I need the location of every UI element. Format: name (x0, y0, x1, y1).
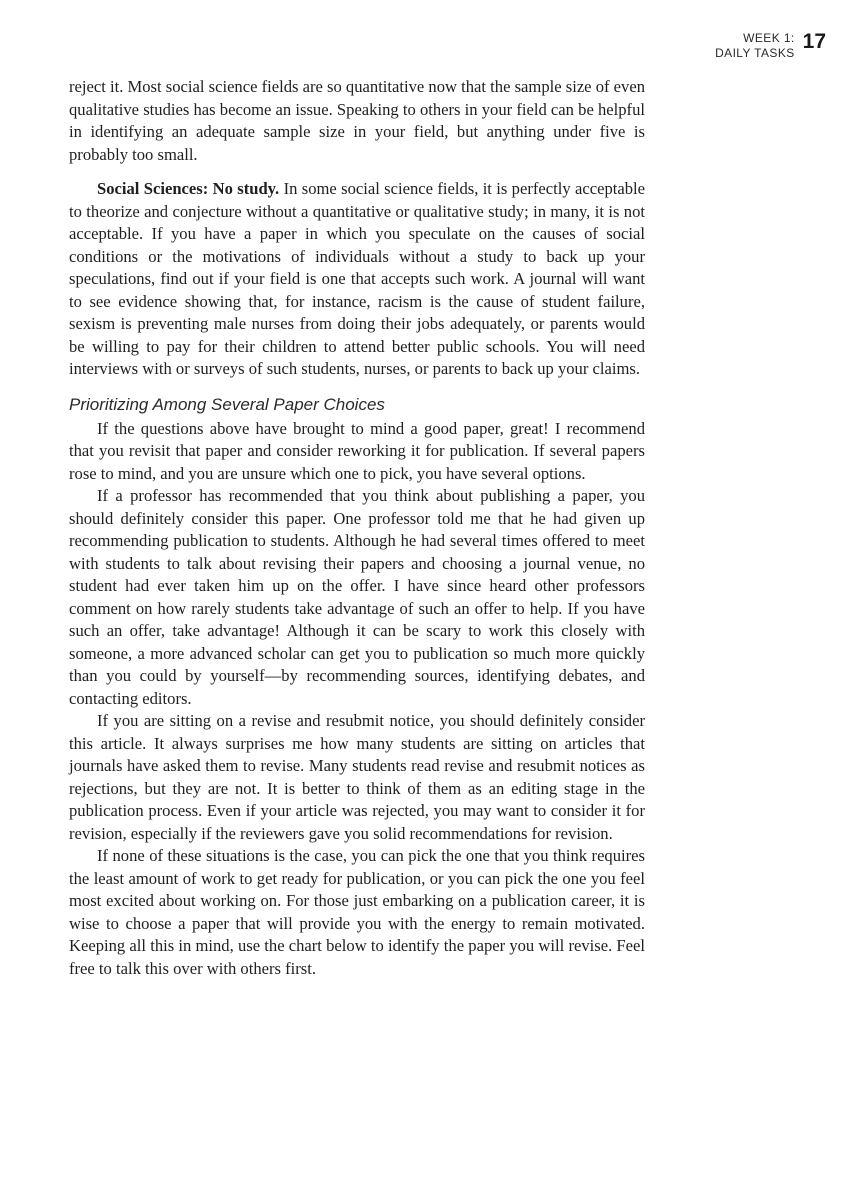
running-head-section: DAILY TASKS (715, 46, 795, 60)
page-number: 17 (802, 30, 826, 53)
running-head-week: WEEK 1: (743, 31, 795, 45)
text-column (69, 76, 645, 980)
run-in-heading: Social Sciences: No study. (97, 179, 280, 198)
paragraph-professor-recommended: If a professor has recommended that you think about publishing a paper, you should definitely consider this paper. One professor told me that he had given up recommending publication to students. Although he had several times offered to meet with students to talk about revising their papers and choosing a journal venue, no student had ever taken him up on the offer. I have since heard other professors comment on how rarely students take advantage of such an offer to help. If you have such an offer, take advantage! Although it can be scary to work this closely with someone, a more advanced scholar can get you to publication so much more quickly than you could by yourself—by recommending sources, identifying debates, and contacting editors. (69, 486, 645, 708)
paragraph-text: In some social science fields, it is perfectly acceptable to theorize and conjecture without a quantitative or qualitative study; in many, it is not acceptable. If you have a paper in which you speculate on the causes of social conditions or the motivations of individuals without a study to back up your speculations, find out if your field is one that accepts such work. A journal will want to see evidence showing that, for instance, racism is the cause of student failure, sexism is preventing male nurses from doing their jobs adequately, or parents would be willing to pay for their children to attend better public schools. You will need interviews with or surveys of such students, nurses, or parents to back up your claims. (69, 179, 645, 378)
running-head-text (715, 31, 795, 61)
paragraph-none-of-these: If none of these situations is the case, you can pick the one that you think requires the least amount of work to get ready for publication, or you can pick the one you feel most excited about working on. For those just embarking on a publication career, it is wise to choose a paper that will provide you with the energy to remain motivated. Keeping all this in mind, use the chart below to identify the paper you will revise. Feel free to talk this over with others first. (69, 846, 645, 978)
paragraph-revise-resubmit: If you are sitting on a revise and resubmit notice, you should definitely consider this article. It always surprises me how many students are sitting on articles that journals have asked them to revise. Many students read revise and resubmit notices as rejections, but they are not. It is better to think of them as an editing stage in the publication process. Even if your article was rejected, you may want to consider it for revision, especially if the reviewers gave you solid recommendations for revision. (69, 711, 645, 843)
paragraph-continued: reject it. Most social science fields are so quantitative now that the sample size of even qualitative studies has become an issue. Speaking to others in your field can be helpful in identifying an adequate sample size in your field, but anything under five is probably too small. (69, 77, 645, 164)
paragraph-social-sciences-no-study (69, 178, 645, 381)
section-heading: Prioritizing Among Several Paper Choices (69, 394, 385, 414)
paragraph-good-paper: If the questions above have brought to mind a good paper, great! I recommend that you revisit that paper and consider reworking it for publication. If several papers rose to mind, and you are unsure which one to pick, you have several options. (69, 418, 645, 483)
running-head (715, 31, 826, 61)
